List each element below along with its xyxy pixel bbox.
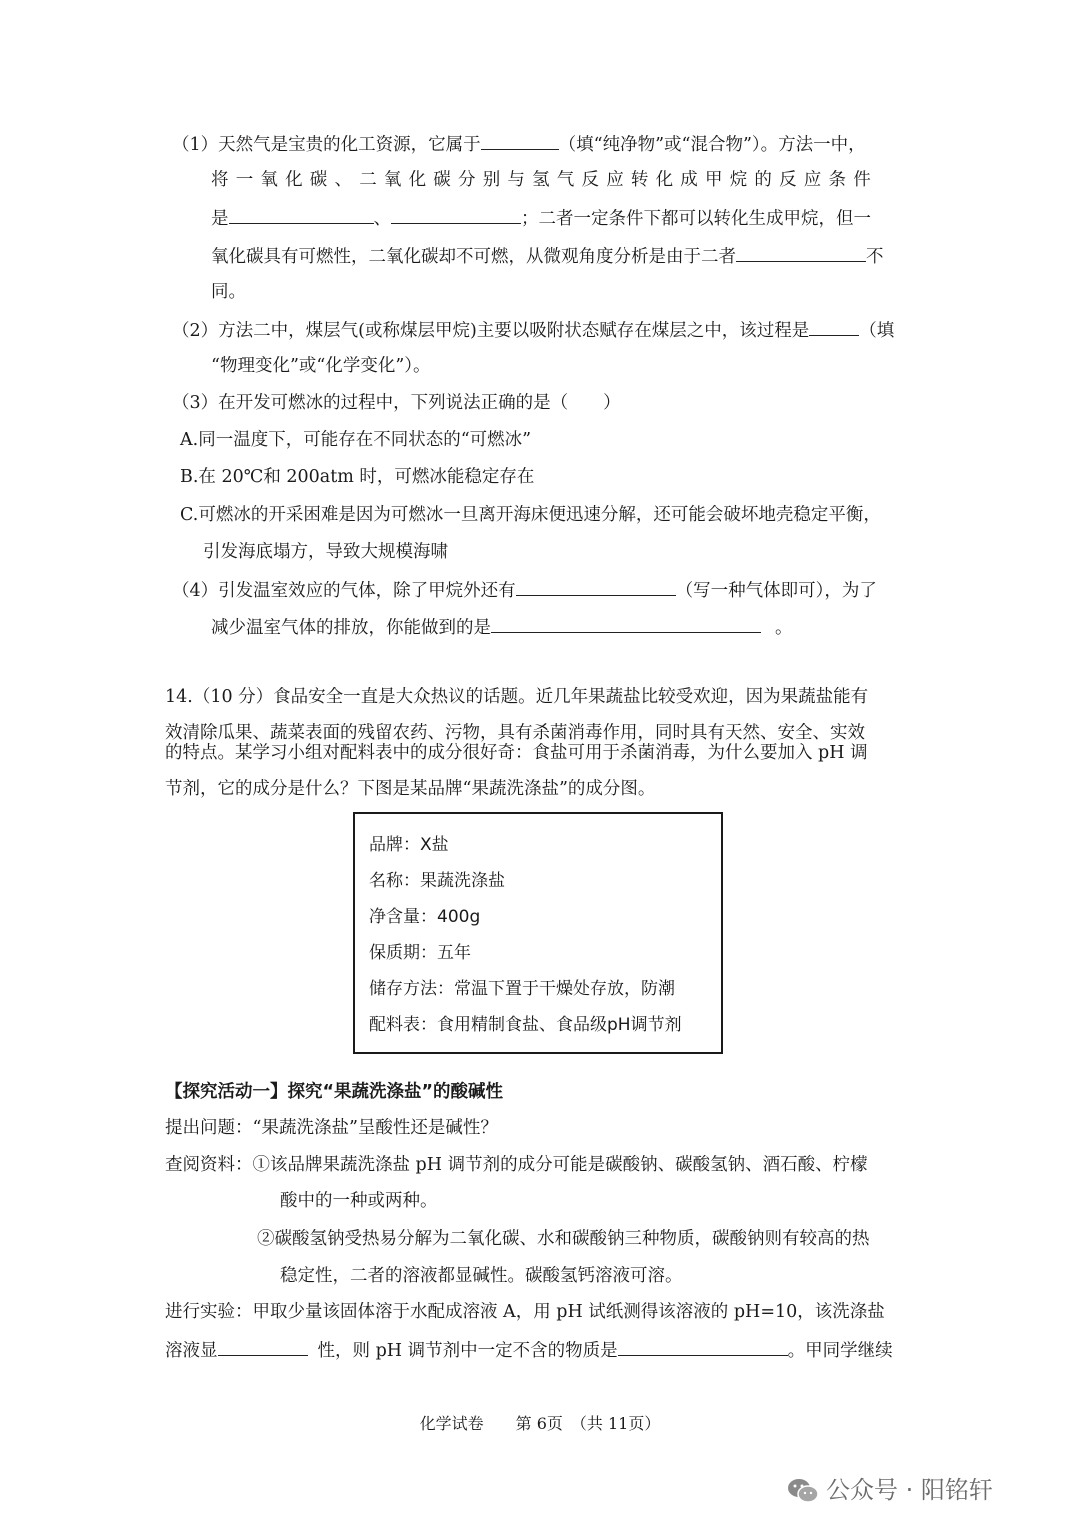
experiment-line2: 溶液显 性，则 pH 调节剂中一定不含的物质是 。甲同学继续 <box>165 1337 893 1363</box>
watermark-text: 公众号 · 阳铭轩 <box>826 1476 993 1504</box>
answer-blank[interactable] <box>391 205 521 224</box>
watermark <box>786 1470 993 1505</box>
reference-1-cont: 酸中的一种或两种。 <box>280 1191 438 1211</box>
q13-p3-option-c: C.可燃冰的开采困难是因为可燃冰一旦离开海床便迅速分解，还可能会破坏地壳稳定平衡， <box>180 505 881 525</box>
reference-2: ②碳酸氢钠受热易分解为二氧化碳、水和碳酸钠三种物质，碳酸钠则有较高的热 <box>257 1229 870 1249</box>
q13-p3-option-b: B.在 20℃和 200atm 时，可燃冰能稳定存在 <box>180 467 535 487</box>
q14-intro-line2: 效清除瓜果、蔬菜表面的残留农药、污物，具有杀菌消毒作用，同时具有天然、安全、实效 <box>165 723 865 743</box>
answer-blank[interactable] <box>516 577 676 596</box>
wechat-icon <box>786 1477 820 1505</box>
q13-p1-line2: 将一氧化碳、二氧化碳分别与氢气反应转化成甲烷的反应条件 <box>211 170 878 190</box>
q13-p1-line5: 同。 <box>211 282 246 302</box>
q14-intro-line1: 14.（10 分）食品安全一直是大众热议的话题。近几年果蔬盐比较受欢迎，因为果蔬盐能有 <box>165 687 869 707</box>
label-net-content: 净含量：400g <box>369 907 481 927</box>
q14-intro-line3: 的特点。某学习小组对配料表中的成分很好奇：食盐可用于杀菌消毒，为什么要加入 pH 调 <box>165 743 868 763</box>
answer-blank[interactable] <box>736 243 866 262</box>
label-ingredients: 配料表：食用精制食盐、食品级pH调节剂 <box>369 1015 682 1035</box>
q13-p2-line2: “物理变化”或“化学变化”）。 <box>211 356 431 376</box>
answer-blank[interactable] <box>491 614 761 633</box>
label-brand: 品牌：X盐 <box>369 835 449 855</box>
answer-blank[interactable] <box>618 1337 788 1356</box>
label-storage: 储存方法：常温下置于干燥处存放，防潮 <box>369 979 675 999</box>
q13-p2-line1: （2）方法二中，煤层气(或称煤层甲烷)主要以吸附状态赋存在煤层之中，该过程是 （填 <box>172 317 894 343</box>
q13-p1-line4: 氧化碳具有可燃性，二氧化碳却不可燃，从微观角度分析是由于二者 不 <box>211 243 884 269</box>
answer-blank[interactable] <box>809 317 859 336</box>
q13-p1-line1: （1）天然气是宝贵的化工资源，它属于 （填“纯净物”或“混合物”）。方法一中， <box>172 131 866 157</box>
label-shelf-life: 保质期：五年 <box>369 943 471 963</box>
reference-2-cont: 稳定性，二者的溶液都显碱性。碳酸氢钙溶液可溶。 <box>280 1266 683 1286</box>
q13-p3-stem: （3）在开发可燃冰的过程中，下列说法正确的是（ ） <box>172 393 621 413</box>
q13-p1-line3: 是 、 ；二者一定条件下都可以转化生成甲烷，但一 <box>211 205 871 231</box>
q14-intro-line4: 节剂，它的成分是什么？下图是某品牌“果蔬洗涤盐”的成分图。 <box>165 779 656 799</box>
q13-p4-line2: 减少温室气体的排放，你能做到的是 。 <box>211 614 793 640</box>
product-label-box <box>353 812 723 1054</box>
answer-blank[interactable] <box>218 1337 308 1356</box>
q13-p3-option-c-cont: 引发海底塌方，导致大规模海啸 <box>203 542 448 562</box>
answer-blank[interactable] <box>481 131 559 150</box>
reference-1: 查阅资料：①该品牌果蔬洗涤盐 pH 调节剂的成分可能是碳酸钠、碳酸氢钠、酒石酸、柠檬 <box>165 1155 868 1175</box>
page-footer: 化学试卷 第 6页 （共 11页） <box>419 1414 661 1433</box>
activity-title: 【探究活动一】探究“果蔬洗涤盐”的酸碱性 <box>165 1082 504 1102</box>
q13-p3-option-a: A.同一温度下，可能存在不同状态的“可燃冰” <box>180 430 532 450</box>
experiment-line1: 进行实验：甲取少量该固体溶于水配成溶液 A，用 pH 试纸测得该溶液的 pH=10，该洗涤盐 <box>165 1302 885 1322</box>
q13-p4-line1: （4）引发温室效应的气体，除了甲烷外还有 （写一种气体即可），为了 <box>172 577 877 603</box>
answer-blank[interactable] <box>229 205 374 224</box>
label-name: 名称：果蔬洗涤盐 <box>369 871 505 891</box>
pose-question: 提出问题：“果蔬洗涤盐”呈酸性还是碱性？ <box>165 1118 498 1138</box>
